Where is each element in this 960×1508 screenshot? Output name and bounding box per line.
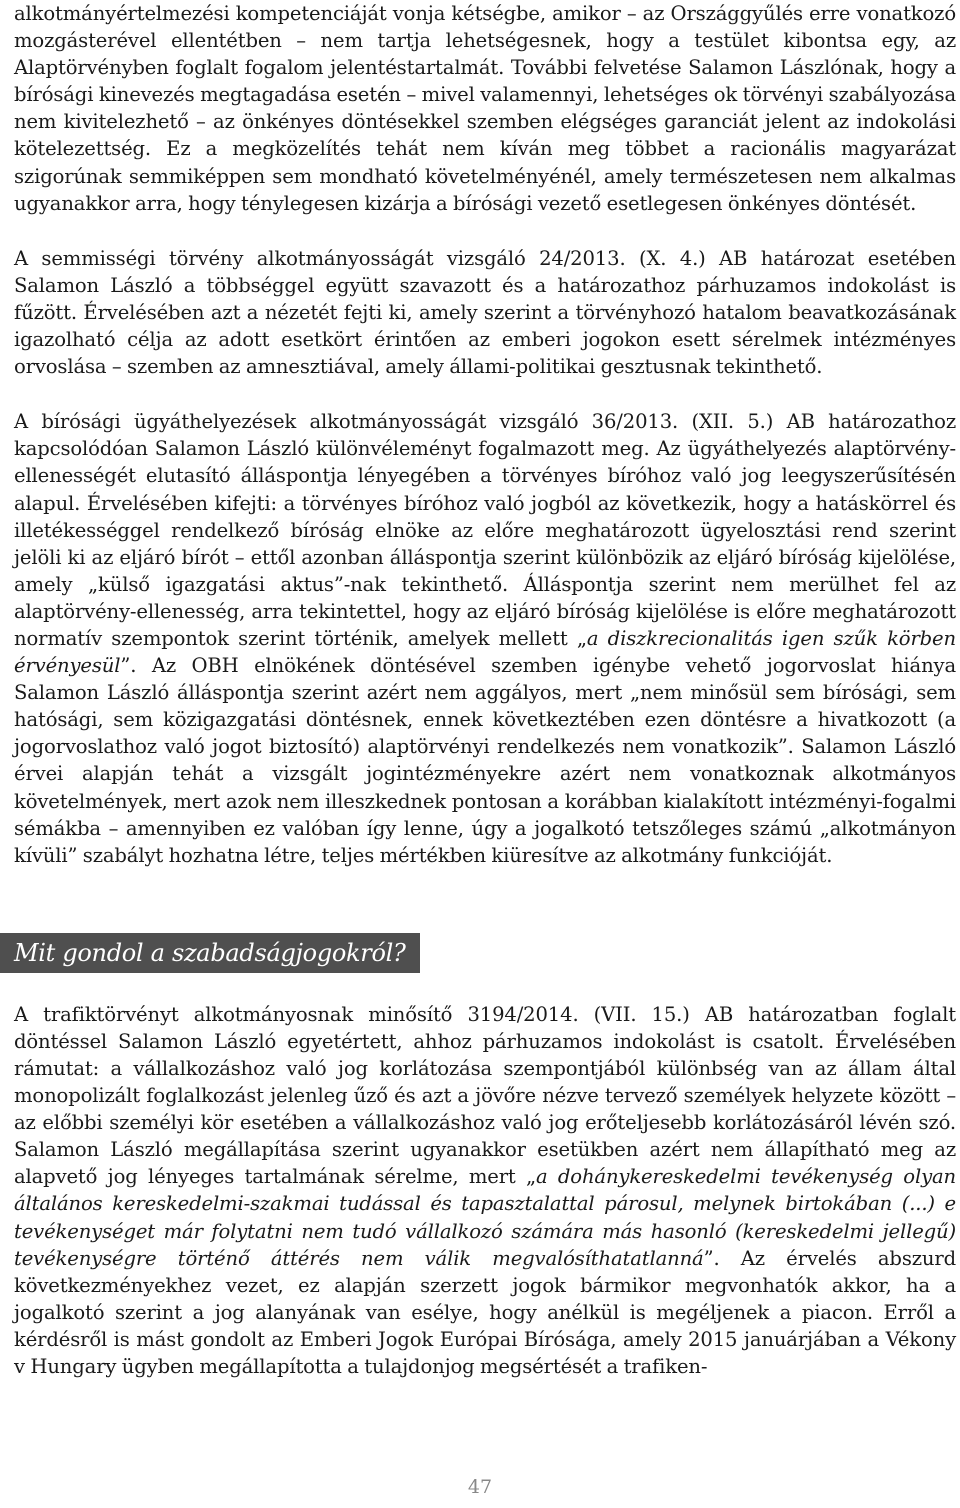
paragraph-spacer [14, 380, 956, 408]
section-spacer [14, 973, 956, 1001]
paragraph-tobacco-law-text-a: A trafiktörvényt alkotmányosnak minősítő 3194/2014. (VII. 15.) AB határozatban foglalt döntéssel Salamon László egyetértett, ahhoz párhuzamos indokolást is csatolt. Érvelésében rámutat: a vállalkozáshoz való jog korlátozása szempontjából különbség van az állam által monopolizált foglalkozást jelenleg űző és azt a jövőre nézve tervező személyek helyzete között – az előbbi személyi kör esetében a vállalkozáshoz való jog erőteljesebb korlátozásáról lévén szó. Salamon László megállapítása szerint ugyanakkor esetükben azért nem állapítható meg az alapvető jog lényeges tartalmának sérelme, mert „ [14, 1002, 956, 1189]
page-number: 47 [467, 1476, 493, 1498]
paragraph-case-transfer-text-a: A bírósági ügyáthelyezések alkotmányosságát vizsgáló 36/2013. (XII. 5.) AB határozathoz kapcsolódóan Salamon László különvéleményt fogalmazott meg. Az ügyáthelyezés alaptörvény-ellenességét elutasító álláspontja lényegében a törvényes bíróhoz való jog leegyszerűsítésén alapul. Érvelésében kifejti: a törvényes bíróhoz való jogból az következik, hogy a hatáskörrel és illetékességgel rendelkező bíróság elnöke az előre meghatározott ügyelosztási rend szerint jelöli ki az eljáró bírót – ettől azonban álláspontja szerint különbözik az eljáró bíróság kijelölése, amely „külső igazgatási aktus”-nak tekinthető. Álláspontja szerint nem merülhet fel az alaptörvény-ellenesség, arra tekintettel, hogy az eljáró bíróság kijelölése is előre meghatározott normatív szempontok szerint történik, amelyek mellett „ [14, 410, 956, 650]
paragraph-nullity-law [14, 245, 956, 380]
section-heading-wrapper [14, 933, 956, 973]
document-page [14, 0, 956, 1380]
section-spacer [14, 905, 956, 933]
section-spacer [14, 869, 956, 905]
paragraph-case-transfer [14, 408, 956, 869]
paragraph-nullity-law-text: A semmisségi törvény alkotmányosságát vizsgáló 24/2013. (X. 4.) AB határozat esetében Salamon László a többséggel együtt szavazott és a határozathoz párhuzamos indokolást is fűzött. Érvelésében azt a nézetét fejti ki, amely szerint a törvényhozó hatalom beavatkozásának igazolható célja az adott esetkört érintően az emberi jogokon esett sérelmek intézményes orvoslása – szemben az amnesztiával, amely állami-politikai gesztusnak tekinthető. [14, 246, 956, 379]
section-heading: Mit gondol a szabadságjogokról? [0, 933, 420, 973]
paragraph-tobacco-law-quote: a dohánykereskedelmi tevékenység olyan általános kereskedelmi-szakmai tudással és tapasztalattal párosul, melynek birtokában (...) e tevékenységet már folytatni nem tudó vállalkozó számára más hasonló (kereskedelmi jellegű) tevékenységre történő áttérés nem válik megvalósíthatatlanná [14, 1165, 956, 1270]
paragraph-competence [14, 0, 956, 217]
paragraph-competence-text: alkotmányértelmezési kompetenciáját vonja kétségbe, amikor – az Országgyűlés erre vonatkozó mozgásterével ellentétben – nem tartja lehetségesnek, hogy a testület kibontsa egy, az Alaptörvényben foglalt fogalom jelentéstartalmát. További felvetése Salamon Lászlónak, hogy a bírósági kinevezés megtagadása esetén – mivel valamennyi, lehetséges ok törvényi szabályozása nem kivitelezhető – az önkényes döntésekkel szemben elégséges garanciát jelent az indokolási kötelezettség. Ez a megközelítés tehát nem kíván meg többet a racionális magyarázat szigorúnak semmiképpen sem mondható követelményénél, amely természetesen nem alkalmas ugyanakkor arra, hogy ténylegesen kizárja a bírósági vezető esetlegesen önkényes döntését. [14, 2, 956, 215]
paragraph-tobacco-law [14, 1001, 956, 1380]
paragraph-case-transfer-text-b: ”. Az OBH elnökének döntésével szemben igénybe vehető jogorvoslat hiánya Salamon László álláspontja szerint azért nem aggályos, mert „nem minősül sem bírósági, sem hatósági, sem közigazgatási döntésnek, ennek következtében ezen döntésre a hivatkozott (a jogorvoslathoz való jogot biztosító) alaptörvényi rendelkezés nem vonatkozik”. Salamon László érvei alapján tehát a vizsgált jogintézményekre azért nem vonatkoznak alkotmányos követelmények, mert azok nem illeszkednek pontosan a korábban kialakított intézményi-fogalmi sémákba – amennyiben ez valóban így lenne, úgy a jogalkotó tetszőleges számú „alkotmányon kívüli” szabályt hozhatna létre, teljes mértékben kiüresítve az alkotmány funkcióját. [14, 654, 956, 867]
paragraph-case-transfer-quote: a diszkrecionalitás igen szűk körben érvényesül [14, 626, 956, 678]
paragraph-spacer [14, 217, 956, 245]
paragraph-tobacco-law-text-b: ”. Az érvelés abszurd következményekhez vezet, ez alapján szerzett jogok bármikor megvonhatók akkor, ha a jogalkotó szerint a jog alanyának van esélye, hogy anélkül is megéljenek a piacon. Erről a kérdésről is mást gondolt az Emberi Jogok Európai Bírósága, amely 2015 januárjában a Vékony v Hungary ügyben megállapította a tulajdonjog megsértését a trafiken- [14, 1246, 956, 1379]
